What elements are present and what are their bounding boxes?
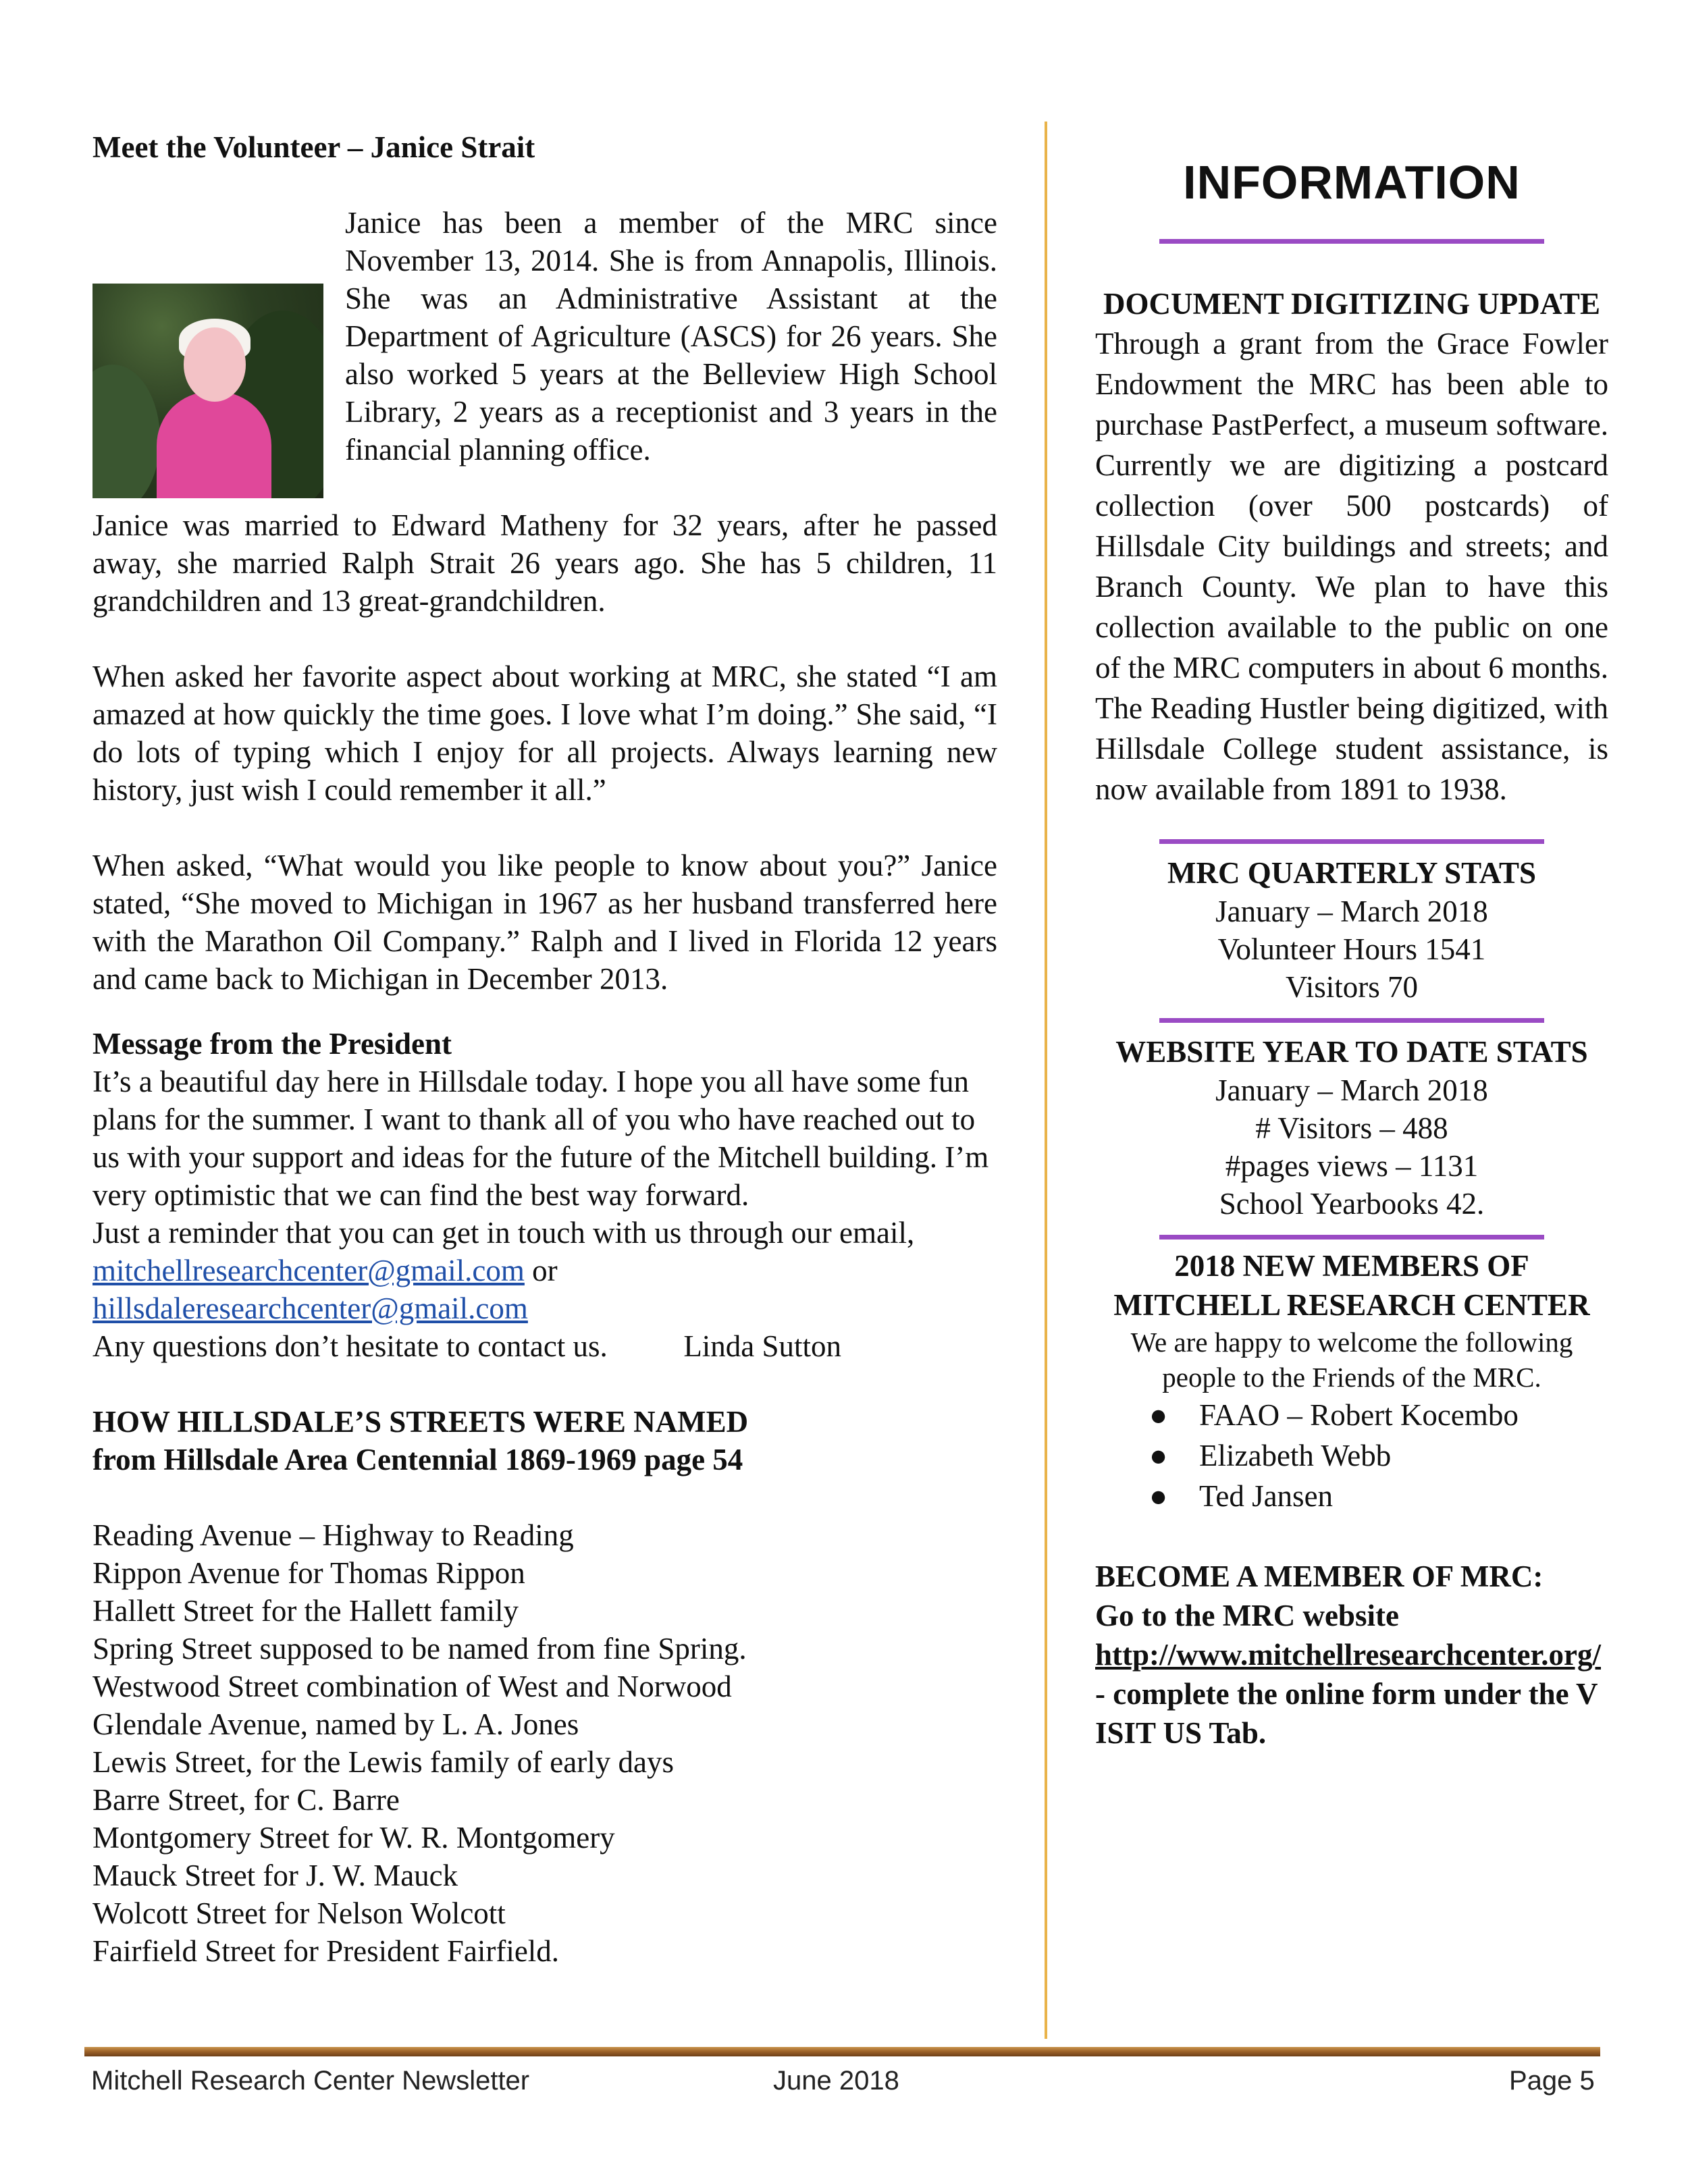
become-member-form-text: - complete the online form under the VISIT US Tab.	[1095, 1677, 1598, 1750]
street-item: Spring Street supposed to be named from fine Spring.	[93, 1632, 747, 1666]
janice-strait-photo	[93, 284, 323, 498]
email-link-hillsdale[interactable]: hillsdaleresearchcenter@gmail.com	[93, 1291, 528, 1325]
quarterly-stat-line: January – March 2018	[1215, 895, 1488, 928]
volunteer-heading: Meet the Volunteer – Janice Strait	[93, 130, 535, 164]
column-divider	[1045, 122, 1047, 2039]
become-member-text	[1095, 1635, 1608, 1753]
footer-date: June 2018	[773, 2066, 899, 2096]
website-stat-line: School Yearbooks 42.	[1219, 1187, 1485, 1221]
information-title: INFORMATION	[1183, 156, 1521, 209]
street-item: Montgomery Street for W. R. Montgomery	[93, 1821, 615, 1855]
street-item: Barre Street, for C. Barre	[93, 1783, 400, 1817]
street-item: Mauck Street for J. W. Mauck	[93, 1859, 458, 1892]
president-signature: Linda Sutton	[683, 1329, 842, 1363]
email-or: or	[532, 1254, 558, 1287]
president-message: It’s a beautiful day here in Hillsdale today. I hope you all have some fun plans for the summer. I want to thank all of you who have reached out to us with your support and ideas for the future of the Mitchell building. I’m very optimistic that we can find the best way forward.	[93, 1065, 989, 1212]
quarterly-stats-heading: MRC QUARTERLY STATS	[1167, 856, 1537, 890]
new-members-intro: We are happy to welcome the following people to the Friends of the MRC.	[1130, 1327, 1573, 1393]
bullet-icon: ●	[1149, 1398, 1168, 1432]
member-item: ● Ted Jansen	[1149, 1476, 1608, 1516]
president-contact-reminder: Just a reminder that you can get in touch with us through our email,	[93, 1216, 915, 1250]
become-member-block	[1095, 1557, 1608, 1753]
volunteer-paragraph-2: Janice was married to Edward Matheny for 32 years, after he passed away, she married Ralph Strait 26 years ago. She has 5 children, 11 grandchildren and 13 great-grandchildren.	[93, 508, 997, 618]
volunteer-paragraph-1: Janice has been a member of the MRC since November 13, 2014. She is from Annapolis, Illinois. She was an Administrative Assistant at the Department of Agriculture (ASCS) for 26 years. She also worked 5 years at the Belleview High School Library, 2 years as a receptionist and 3 years in the financial planning office.	[345, 206, 997, 467]
digitizing-paragraph-1: Through a grant from the Grace Fowler Endowment the MRC has been able to purchase PastPerfect, a museum software. Currently we are digitizing a postcard collection (over 500 postcards) of Hillsdale City buildings and streets; and Branch County. We plan to have this collection available to the public on one of the MRC computers in about 6 months.	[1095, 327, 1608, 685]
email-link-mitchell[interactable]: mitchellresearchcenter@gmail.com	[93, 1254, 525, 1287]
email-line-1	[93, 1252, 997, 1289]
website-stats-heading: WEBSITE YEAR TO DATE STATS	[1115, 1035, 1588, 1069]
quarterly-stat-line: Visitors 70	[1285, 970, 1419, 1004]
footer-rule	[84, 2047, 1600, 2056]
street-item: Hallett Street for the Hallett family	[93, 1594, 519, 1628]
street-item: Lewis Street, for the Lewis family of early days	[93, 1745, 674, 1779]
quarterly-stat-line: Volunteer Hours 1541	[1217, 932, 1486, 966]
street-item: Rippon Avenue for Thomas Rippon	[93, 1556, 525, 1590]
divider-rule	[1159, 1235, 1544, 1240]
bullet-icon: ●	[1149, 1479, 1168, 1513]
streets-subheading: from Hillsdale Area Centennial 1869-1969 page 54	[93, 1443, 743, 1476]
left-column	[93, 128, 997, 1970]
street-item: Wolcott Street for Nelson Wolcott	[93, 1896, 506, 1930]
president-closing-line	[93, 1327, 997, 1365]
divider-rule	[1159, 239, 1544, 244]
volunteer-paragraph-4: When asked, “What would you like people to know about you?” Janice stated, “She moved to Michigan in 1967 as her husband transferred here with the Marathon Oil Company.” Ralph and I lived in Florida 12 years and came back to Michigan in December 2013.	[93, 849, 997, 996]
website-stat-line: # Visitors – 488	[1255, 1111, 1448, 1145]
street-item: Fairfield Street for President Fairfield.	[93, 1934, 560, 1968]
digitizing-paragraph-2: The Reading Hustler being digitized, with Hillsdale College student assistance, is now available from 1891 to 1938.	[1095, 691, 1608, 806]
become-member-instruction: Go to the MRC website	[1095, 1599, 1399, 1632]
streets-list	[93, 1516, 997, 1970]
digitizing-heading: DOCUMENT DIGITIZING UPDATE	[1103, 287, 1600, 321]
mrc-website-link[interactable]: http://www.mitchellresearchcenter.org/	[1095, 1638, 1602, 1672]
president-heading: Message from the President	[93, 1027, 452, 1061]
president-closing: Any questions don’t hesitate to contact us.	[93, 1329, 608, 1363]
website-stat-line: #pages views – 1131	[1225, 1149, 1479, 1183]
bullet-icon: ●	[1149, 1439, 1168, 1472]
new-members-list	[1149, 1395, 1608, 1516]
volunteer-article	[93, 204, 997, 620]
email-line-2	[93, 1289, 997, 1327]
right-column	[1095, 128, 1608, 1753]
streets-heading: HOW HILLSDALE’S STREETS WERE NAMED	[93, 1405, 749, 1439]
member-item: ● FAAO – Robert Kocembo	[1149, 1395, 1608, 1435]
website-stat-line: January – March 2018	[1215, 1073, 1488, 1107]
divider-rule	[1159, 1018, 1544, 1023]
street-item: Westwood Street combination of West and Norwood	[93, 1670, 732, 1703]
footer-newsletter-name: Mitchell Research Center Newsletter	[91, 2066, 530, 2096]
member-item: ● Elizabeth Webb	[1149, 1435, 1608, 1476]
footer-page-number: Page 5	[1509, 2066, 1595, 2096]
volunteer-paragraph-3: When asked her favorite aspect about working at MRC, she stated “I am amazed at how quickly the time goes. I love what I’m doing.” She said, “I do lots of typing which I enjoy for all projects. Always learning new history, just wish I could remember it all.”	[93, 660, 997, 807]
street-item: Glendale Avenue, named by L. A. Jones	[93, 1707, 579, 1741]
street-item: Reading Avenue – Highway to Reading	[93, 1518, 574, 1552]
divider-rule	[1159, 839, 1544, 844]
become-member-heading: BECOME A MEMBER OF MRC:	[1095, 1560, 1544, 1593]
new-members-heading: 2018 NEW MEMBERS OF MITCHELL RESEARCH CENTER	[1113, 1249, 1590, 1322]
